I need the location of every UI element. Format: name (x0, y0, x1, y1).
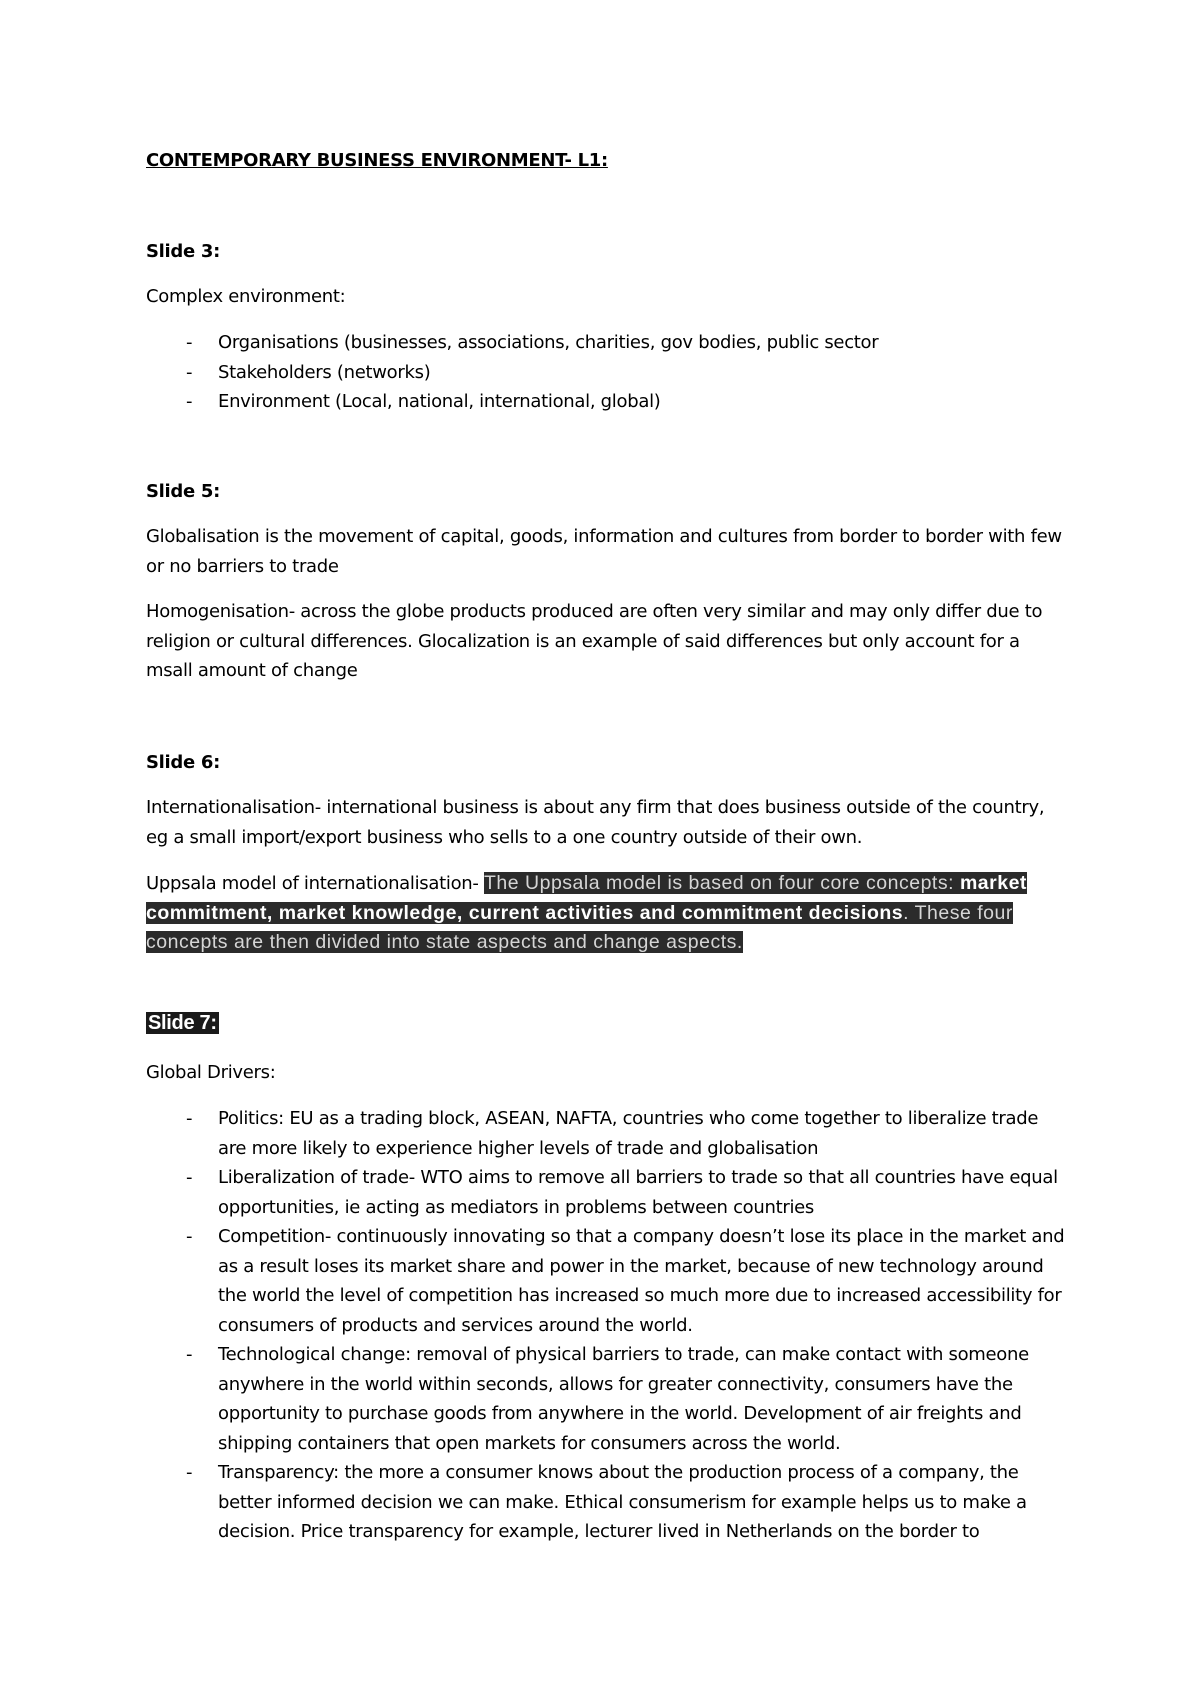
uppsala-lead: Uppsala model of internationalisation- (146, 873, 479, 894)
slide-7-heading: Slide 7: (148, 1012, 217, 1034)
document-title: CONTEMPORARY BUSINESS ENVIRONMENT- L1: (146, 150, 608, 171)
list-item: - Politics: EU as a trading block, ASEAN, NAFTA, countries who come together to liberalize trade are more likely to experience higher levels of trade and globalisation (146, 1104, 1066, 1163)
uppsala-core-concepts: market commitment, market knowledge, current activities and commitment decisions (146, 872, 1027, 924)
slide-7-heading-wrap (146, 1012, 1066, 1035)
uppsala-highlight-text-1: The Uppsala model is based on four core concepts: (484, 872, 955, 894)
slide-5-paragraph-1: Globalisation is the movement of capital, goods, information and cultures from border to border with few or no barriers to trade (146, 526, 1062, 577)
list-item: - Stakeholders (networks) (146, 358, 1066, 388)
slide-6-heading: Slide 6: (146, 752, 220, 773)
slide-3-intro: Complex environment: (146, 286, 346, 307)
list-item: - Transparency: the more a consumer knows about the production process of a company, the better informed decision we can make. Ethical consumerism for example helps us to make a decision. Price transparency for example, lecturer lived in Netherlands on the border to (146, 1458, 1066, 1547)
slide-5-heading: Slide 5: (146, 481, 220, 502)
slide-7-list (146, 1104, 1066, 1547)
slide-7-intro: Global Drivers: (146, 1062, 276, 1083)
slide-3-heading: Slide 3: (146, 241, 220, 262)
list-item: - Competition- continuously innovating so that a company doesn’t lose its place in the market and as a result loses its market share and power in the market, because of new technology around the world the level of competition has increased so much more due to increased accessibility for consumers of products and services around the world. (146, 1222, 1066, 1340)
list-item: - Technological change: removal of physical barriers to trade, can make contact with someone anywhere in the world within seconds, allows for greater connectivity, consumers have the opportunity to purchase goods from anywhere in the world. Development of air freights and shipping containers that open markets for consumers across the world. (146, 1340, 1066, 1458)
list-item: - Environment (Local, national, international, global) (146, 387, 1066, 417)
list-item: - Organisations (businesses, associations, charities, gov bodies, public sector (146, 328, 1066, 358)
list-item: - Liberalization of trade- WTO aims to remove all barriers to trade so that all countries have equal opportunities, ie acting as mediators in problems between countries (146, 1163, 1066, 1222)
slide-3-list (146, 328, 1066, 417)
slide-5-paragraph-2: Homogenisation- across the globe products produced are often very similar and may only differ due to religion or cultural differences. Glocalization is an example of said differences but only account for a msall amount of change (146, 601, 1043, 681)
uppsala-paragraph (146, 869, 1066, 958)
uppsala-highlight-text-2: . These four concepts are then divided into state aspects and change aspects. (146, 901, 1013, 953)
slide-6-paragraph-1: Internationalisation- international business is about any firm that does business outside of the country, eg a small import/export business who sells to a one country outside of their own. (146, 797, 1045, 848)
